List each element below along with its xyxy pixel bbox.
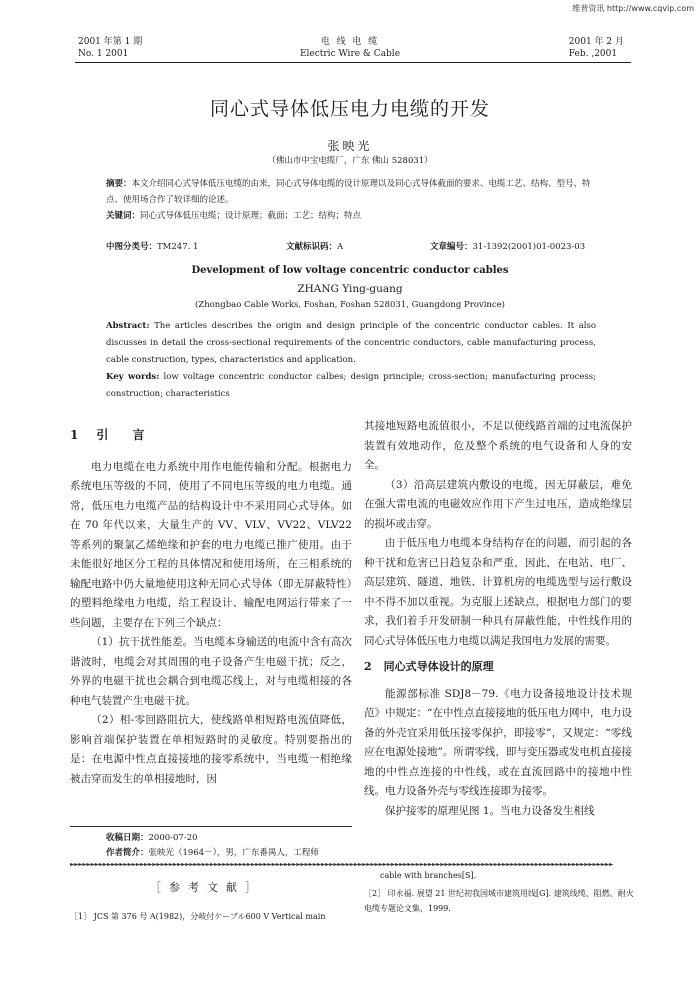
keywords-en (106, 369, 596, 403)
footnote-rule (70, 826, 352, 827)
abstract-zh-label: 摘要： (106, 179, 132, 189)
paragraph: 能源部标准 SDJ8－79.《电力设备接地设计技术规范》中规定：“在中性点直接接地的低压电力网中，电力设备的外壳宜采用低压接零保护，即接零”，又规定：“零线应在电源处接地”。所谓零线，即与变压器或发电机直接接地的中性点连接的中性线，或在直流回路中的接地中性线。电力设备外壳与零线连接即为接零。 (364, 687, 632, 797)
section-heading-intro (70, 426, 352, 446)
keywords-zh-label: 关键词： (106, 211, 141, 221)
keywords-zh (106, 208, 594, 224)
section-number: 2 (364, 660, 372, 673)
author-bio (106, 846, 376, 861)
clc-label: 中图分类号： (106, 242, 158, 252)
issue-en: No. 1 2001 (78, 49, 129, 59)
author-zh: 张映光 (327, 139, 373, 153)
date-zh: 2001 年 2 月 (568, 37, 624, 47)
right-column (364, 417, 632, 821)
paper-title-zh: 同心式导体低压电力电缆的开发 (209, 98, 490, 120)
section-number: 1 (70, 428, 79, 442)
classification-row (106, 240, 596, 252)
article-number (430, 240, 585, 252)
reference-2: ［2］ 印永福. 展望 21 世纪初我国城市建筑用线[G]. 建筑线缆、阻燃、耐火电缆专题论文集，1999. (364, 889, 634, 913)
references-heading: ［参考文献］ (150, 881, 264, 894)
author-en: ZHANG Ying-guang (297, 283, 403, 295)
abstract-zh (106, 176, 594, 208)
source-watermark: 维普资讯 http://www.cqvip.com (572, 4, 694, 13)
doc-value: A (337, 242, 344, 252)
abstract-en (106, 318, 596, 369)
author-bio-label: 作者简介： (106, 848, 149, 858)
abstract-en-label: Abstract: (106, 321, 150, 331)
abstract-zh-block (106, 176, 594, 224)
clc-value: TM247. 1 (157, 242, 199, 252)
abstract-zh-text: 本文介绍同心式导体低压电缆的由来，同心式导体电缆的设计原理以及同心式导体截面的要求、电缆工艺、结构、型号、特点、使用场合作了较详细的论述。 (106, 179, 591, 205)
affiliation-zh: （佛山市中宝电缆厂，广东 佛山 528031） (267, 156, 433, 166)
section-title: 引 言 (96, 428, 155, 442)
journal-name-en: Electric Wire & Cable (299, 49, 401, 59)
reference-1-continued: cable with branches[S]. (380, 871, 477, 880)
date-en: Feb. ,2001 (568, 49, 618, 59)
paragraph: 其接地短路电流值很小，不足以使线路首端的过电流保护装置有效地动作，危及整个系统的电气设备和人身的安全。 (364, 420, 632, 471)
doc-code (286, 240, 343, 252)
journal-name-zh: 电 线 电 缆 (320, 37, 380, 47)
received-value: 2000-07-20 (148, 833, 198, 843)
abstract-en-text: The articles describes the origin and design principle of the concentric conductor cables. It also discusses in detail the cross-sectional requirements of the concentric conductors, cable manufacturing process, cable construction, types, characteristics and application. (106, 321, 596, 365)
abstract-en-block (106, 318, 596, 403)
paragraph: 电力电缆在电力系统中用作电能传输和分配。根据电力系统电压等级的不同，使用了不同电压等级的电力电缆。通常，低压电力电缆产品的结构设计中不采用同心式导体。如在 70 年代以来，大量生产的 VV、VLV、VV22、VLV22 等系列的聚氯乙烯绝缘和护套的电力电缆已推广使用。由于未能很好地区分工程的具体情况和使用场所，在三相系统的输配电路中仍大量地使用这种无同心式导体（即无屏蔽特性）的塑料绝缘电力电缆，给工程设计、输配电网运行带来了一些问题，主要存在下列三个缺点： (70, 460, 352, 629)
keywords-en-label: Key words: (106, 372, 160, 382)
paper-title-en: Development of low voltage concentric conductor cables (191, 265, 509, 276)
paragraph: 由于低压电力电缆本身结构存在的问题，而引起的各种干扰和危害已日趋复杂和严重，因此，在电站、电厂、高层建筑、隧道、地铁、计算机房的电缆选型与运行敷设中不得不加以重视。为克服上述缺点，根据电力部门的要求，我们着手开发研制一种具有屏蔽性能，中性线作用的同心式导体低压电力电缆以满足我国电力发展的需要。 (364, 537, 632, 647)
clc-number (106, 240, 198, 252)
reference-1: ［1］ JCS 第 376 号 A(1982)，分岐付ケーブル600 V Vertical main (70, 912, 326, 921)
footnote (106, 831, 376, 861)
article-label: 文章编号： (430, 242, 473, 252)
paragraph: （2）相-零回路阻抗大，使线路单相短路电流值降低，影响首端保护装置在单相短路时的灵敏度。特别要指出的是：在电源中性点直接接地的接零系统中，当电缆一相绝缘被击穿而发生的单相接地时，因 (70, 714, 352, 785)
journal-date (569, 36, 624, 60)
keywords-en-text: low voltage concentric conductor calbes; design principle; cross-section; manufacturing process; construction; characteristics (106, 372, 596, 399)
keywords-zh-text: 同心式导体低压电缆；设计原理；截面；工艺；结构；特点 (140, 211, 362, 221)
section-title: 同心式导体设计的原理 (383, 660, 494, 673)
received-label: 收稿日期： (106, 833, 149, 843)
article-value: 31-1392(2001)01-0023-03 (472, 242, 586, 252)
author-bio-value: 张映光（1964－），男，广东番禺人，工程师 (148, 848, 319, 858)
paragraph: （3）沿高层建筑内敷设的电缆，因无屏蔽层，难免在强大雷电流的电磁效应作用下产生过电压，造成绝缘层的损坏或击穿。 (364, 478, 632, 530)
doc-label: 文献标识码： (286, 242, 338, 252)
header-rule (75, 62, 631, 63)
paragraph: 保护接零的原理见图 1。当电力设备发生相线 (385, 804, 595, 817)
affiliation-en: (Zhongbao Cable Works, Foshan, Foshan 528031, Guangdong Province) (194, 300, 506, 310)
paragraph: （1）抗干扰性能差。当电缆本身输送的电流中含有高次谐波时，电缆会对其周围的电子设备产生电磁干扰；反之，外界的电磁干扰也会耦合到电缆芯线上，对与电缆相接的各种电气装置产生电磁干扰。 (70, 636, 352, 707)
issue-zh: 2001 年第 1 期 (78, 37, 143, 47)
section-heading-principle (364, 657, 632, 677)
received-date (106, 831, 376, 846)
arrow-divider: ►►►►►►►►►►►►►►►►►►►►►►►►►►►►►►►►►►►►►►►►►►►►►►►►►►►►►►►►►►►►►►►►►►►►►►►►►►►►►►►►►►►►►►►►►►►►►►►►►►►►►►►►►►►►►►►►►►►►►►►►►►►►►►►►►►►► (70, 861, 614, 868)
left-column (70, 426, 352, 789)
